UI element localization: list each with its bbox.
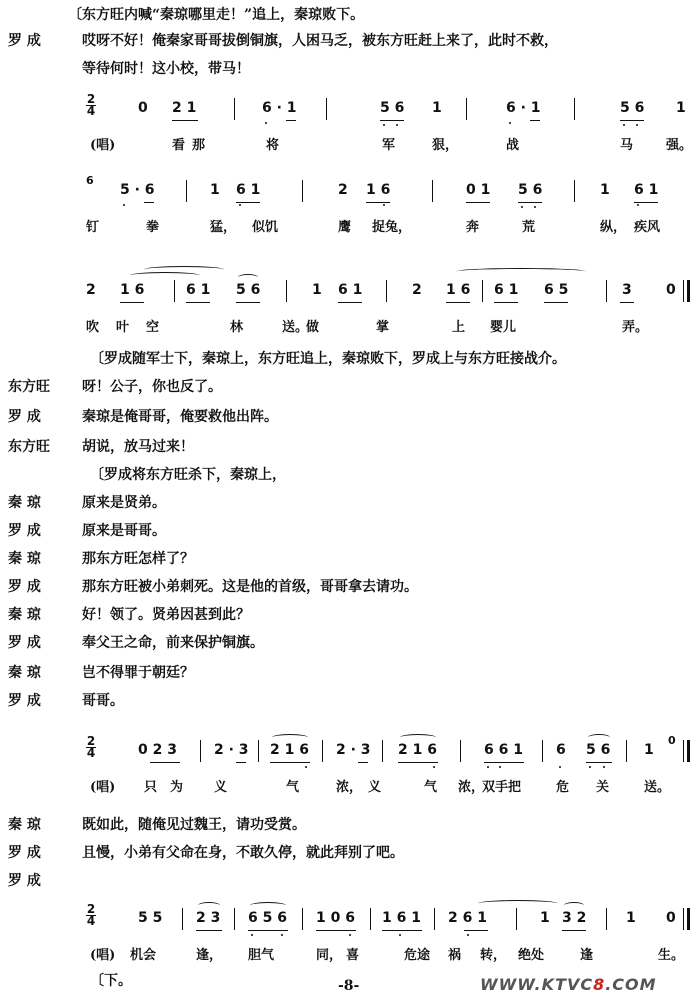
note: 5 6 — [380, 100, 405, 116]
page-number: -8- — [338, 978, 360, 994]
lyric: 危 — [556, 780, 570, 795]
lyric: 绝处 — [518, 948, 545, 963]
note: 1 — [312, 282, 322, 298]
speaker-label: 罗 成 — [8, 635, 41, 651]
note: 2 — [86, 282, 96, 298]
lyric: 婴儿 — [490, 320, 517, 335]
lyric: 双手把 — [482, 780, 522, 795]
note: 5 6 — [236, 282, 261, 298]
staff-notes — [86, 282, 686, 312]
note: 6 1 — [338, 282, 363, 298]
dialogue-line: 奉父王之命，前来保护铜旗。 — [82, 635, 264, 651]
lyric: 关 — [596, 780, 610, 795]
staff-lyrics — [86, 134, 693, 153]
speaker-label: 东方旺 — [8, 379, 50, 395]
lyric: 将 — [266, 138, 280, 153]
note: 1 — [626, 910, 636, 926]
note: 0 — [138, 100, 148, 116]
lyric: 钉 — [86, 220, 100, 235]
lyric: 浓， — [458, 780, 485, 795]
note: 5 5 — [138, 910, 163, 926]
speaker-label: 罗 成 — [8, 409, 41, 425]
note: 1 — [540, 910, 550, 926]
time-signature: 2 4 — [86, 902, 96, 928]
lyric: 掌 — [376, 320, 390, 335]
note: 1 6 1 — [382, 910, 421, 926]
staff-lyrics — [86, 944, 686, 962]
stage-direction: 〔罗成将东方旺杀下，秦琼上， — [90, 467, 286, 483]
note: 6 1 — [186, 282, 211, 298]
staff-notes — [86, 734, 686, 772]
time-signature: 2 4 — [86, 734, 96, 760]
dialogue-line: 秦琼是俺哥哥，俺要救他出阵。 — [82, 409, 278, 425]
lyric: 强。 — [666, 138, 693, 153]
lyric: 送。 — [644, 780, 671, 795]
lyric: 义 — [368, 780, 382, 795]
note: 0 1 — [466, 182, 491, 198]
note: 0 2 3 — [138, 742, 177, 758]
lyric: 奔 — [466, 220, 480, 235]
lyric: 同， — [316, 948, 343, 963]
stage-direction: 〔罗成随军士下，秦琼上，东方旺追上，秦琼败下，罗成上与东方旺接战介。 — [90, 351, 566, 367]
lyric: 看 — [172, 138, 186, 153]
note: 6 6 1 — [484, 742, 523, 758]
note: 3 2 — [562, 910, 587, 926]
note: 1 — [600, 182, 610, 198]
staff-notes — [86, 902, 686, 940]
lyric: 机会 — [130, 948, 157, 963]
lyric: 空 — [146, 320, 160, 335]
lyric: 逢 — [580, 948, 594, 963]
dialogue-line: 呀！公子，你也反了。 — [82, 379, 222, 395]
dialogue-line: 那东方旺怎样了？ — [82, 551, 194, 567]
lyric: 义 — [214, 780, 228, 795]
note: 1 6 — [446, 282, 471, 298]
lyric: 只 — [144, 780, 158, 795]
lyric: 浓， — [336, 780, 363, 795]
staff-notes — [86, 92, 686, 130]
lyric: 送。 — [282, 320, 309, 335]
note: 2 1 6 — [398, 742, 437, 758]
speaker-label: 秦 琼 — [8, 665, 41, 681]
staff-notes — [86, 174, 686, 212]
note: 1 — [644, 742, 654, 758]
lyric: 危途 — [404, 948, 431, 963]
lyric: (唱) — [90, 948, 116, 963]
stage-direction: 〔下。 — [90, 973, 132, 989]
note: 3 — [622, 282, 632, 298]
dialogue-line: 且慢，小弟有父命在身，不敢久停，就此拜别了吧。 — [82, 845, 404, 861]
speaker-label: 罗 成 — [8, 845, 41, 861]
lyric: 转， — [480, 948, 507, 963]
note: 6 — [556, 742, 566, 758]
lyric: 为 — [170, 780, 184, 795]
note: 5 6 — [620, 100, 645, 116]
lyric: 喜 — [346, 948, 360, 963]
lyric: 捉兔， — [372, 220, 412, 235]
lyric: 弄。 — [622, 320, 649, 335]
lyric: 生。 — [658, 948, 685, 963]
lyric: 逢， — [196, 948, 223, 963]
staff-lyrics — [86, 216, 686, 234]
dialogue-line: 既如此，随俺见过魏王，请功受赏。 — [82, 817, 306, 833]
note: 0 — [666, 910, 676, 926]
staff-lyrics — [86, 316, 686, 334]
lyric: 似饥 — [252, 220, 279, 235]
speaker-label: 罗 成 — [8, 523, 41, 539]
note: 2 6 1 — [448, 910, 487, 926]
lyric: (唱) — [90, 780, 116, 795]
dialogue-line: 好！领了。贤弟因甚到此？ — [82, 607, 250, 623]
dialogue-line: 胡说，放马过来！ — [82, 439, 194, 455]
note: 2 — [338, 182, 348, 198]
lyric: 林 — [230, 320, 244, 335]
note: 5 6 — [586, 742, 611, 758]
note: 2 · 3 — [336, 742, 371, 758]
lyric: 荒 — [522, 220, 536, 235]
lyric: 疾风 — [634, 220, 661, 235]
lyric: 祸 — [448, 948, 462, 963]
note: 1 — [432, 100, 442, 116]
note: 1 6 — [120, 282, 145, 298]
note: 2 1 — [172, 100, 197, 116]
note: 2 · 3 — [214, 742, 249, 758]
lyric: 纵， — [600, 220, 627, 235]
lyric: 拳 — [146, 220, 160, 235]
lyric: 叶 — [116, 320, 130, 335]
note: 0 — [668, 734, 676, 747]
note: 6 1 — [494, 282, 519, 298]
lyric: 狠， — [432, 138, 459, 153]
lyric: 吹 — [86, 320, 100, 335]
speaker-label: 东方旺 — [8, 439, 50, 455]
note: 1 0 6 — [316, 910, 355, 926]
speaker-label: 秦 琼 — [8, 607, 41, 623]
note: 6 5 6 — [248, 910, 287, 926]
speaker-label: 罗 成 — [8, 693, 41, 709]
speaker-label: 罗 成 — [8, 579, 41, 595]
speaker-label: 秦 琼 — [8, 495, 41, 511]
note: 0 — [666, 282, 676, 298]
time-signature: 2 4 — [86, 92, 96, 118]
lyric: 气 — [286, 780, 300, 795]
speaker-label: 罗 成 — [8, 33, 41, 49]
lyric: 那 — [192, 138, 206, 153]
note: 6 · 1 — [262, 100, 297, 116]
dialogue-line: 原来是贤弟。 — [82, 495, 166, 511]
lyric: 胆气 — [248, 948, 275, 963]
note: 1 — [210, 182, 220, 198]
note: 1 — [676, 100, 686, 116]
speaker-label: 罗 成 — [8, 873, 41, 889]
speaker-label: 秦 琼 — [8, 817, 41, 833]
lyric: (唱) — [90, 138, 116, 153]
lyric: 猛， — [210, 220, 237, 235]
site-watermark: WWW.KTVC8.COM — [480, 975, 657, 994]
note: 2 3 — [196, 910, 221, 926]
note: 5 · 6 — [120, 182, 155, 198]
lyric: 军 — [382, 138, 396, 153]
lyric: 做 — [306, 320, 320, 335]
lyric: 上 — [452, 320, 466, 335]
lyric: 鹰 — [338, 220, 352, 235]
staff-lyrics — [86, 776, 686, 794]
dialogue-line: 原来是哥哥。 — [82, 523, 166, 539]
lyric: 战 — [506, 138, 520, 153]
dialogue-line: 岂不得罪于朝廷？ — [82, 665, 194, 681]
speaker-label: 秦 琼 — [8, 551, 41, 567]
note: 6 5 — [544, 282, 569, 298]
note: 5 6 — [518, 182, 543, 198]
lyric: 马 — [620, 138, 634, 153]
stage-direction: 〔东方旺内喊“秦琼哪里走！”追上，秦琼败下。 — [68, 7, 365, 23]
dialogue-line: 哥哥。 — [82, 693, 124, 709]
note: 6 · 1 — [506, 100, 541, 116]
dialogue-line: 哎呀不好！俺秦家哥哥拔倒铜旗，人困马乏，被东方旺赶上来了，此时不救， — [82, 33, 558, 49]
note: 2 — [412, 282, 422, 298]
dialogue-line: 那东方旺被小弟刺死。这是他的首级，哥哥拿去请功。 — [82, 579, 418, 595]
note: 6 1 — [634, 182, 659, 198]
note: 6 — [86, 174, 94, 187]
note: 2 1 6 — [270, 742, 309, 758]
note: 1 6 — [366, 182, 391, 198]
note: 6 1 — [236, 182, 261, 198]
dialogue-line: 等待何时！这小校，带马！ — [82, 61, 250, 77]
lyric: 气 — [424, 780, 438, 795]
